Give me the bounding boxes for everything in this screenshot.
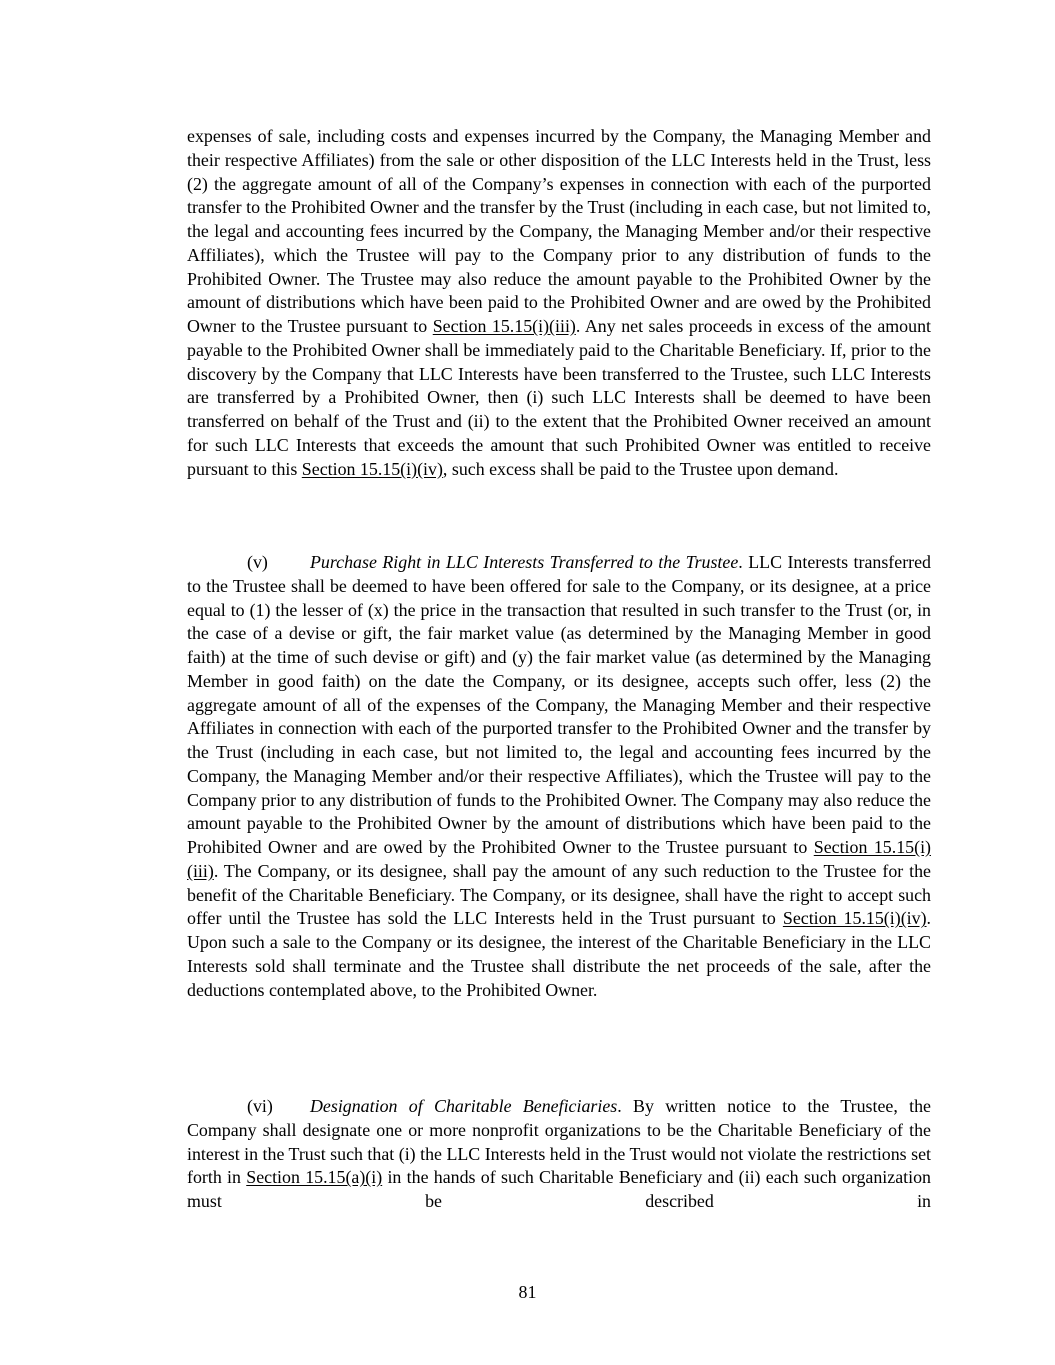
paragraph-text-segment: expenses of sale, including costs and expenses incurred by the Company, the Managing Member and their respective Affiliates) from the sale or other disposition of the LLC Interests held in the Trust, less (2) the aggregate amount of all of the Company’s expenses in connection with each of the purported transfer to the Prohibited Owner and the transfer by the Trust (including in each case, but not limited to, the legal and accounting fees incurred by the Company, the Managing Member and/or their respective Affiliates), which the Trustee will pay to the Company prior to any distribution of funds to the Prohibited Owner. The Trustee may also reduce the amount payable to the Prohibited Owner by the amount of distributions which have been paid to the Prohibited Owner and are owed by the Prohibited Owner to the Trustee pursuant to (187, 126, 931, 336)
paragraph-text-segment: . By written notice to the Trustee, the Company shall designate one or more nonprofit organizations to be the Charitable Beneficiary of the interest in the Trust such that (i) the LLC Interests held in the Trust would not violate the restrictions set forth in (187, 1096, 931, 1188)
clause-label: (v) (247, 552, 268, 572)
paragraph-text-segment: , such excess shall be paid to the Trustee upon demand. (442, 458, 839, 479)
clause-label: (vi) (247, 1096, 273, 1116)
paragraph-purchase-right (187, 551, 931, 1002)
paragraph-text-segment: . LLC Interests transferred to the Trustee shall be deemed to have been offered for sale to the Company, or its designee, at a price equal to (1) the lesser of (x) the price in the transaction that resulted in such transfer to the Trust (or, in the case of a devise or gift, the fair market value (as determined by the Managing Member in good faith) at the time of such devise or gift) and (y) the fair market value (as determined by the Managing Member in good faith) on the date the Company, or its designee, accepts such offer, less (2) the aggregate amount of all of the expenses of the Company, the Managing Member and their respective Affiliates in connection with each of the purported transfer to the Prohibited Owner and the transfer by the Trust (including in each case, but not limited to, the legal and accounting fees incurred by the Company, the Managing Member and/or their respective Affiliates), which the Trustee will pay to the Company prior to any distribution of funds to the Prohibited Owner. The Company may also reduce the amount payable to the Prohibited Owner by the amount of distributions which have been paid to the Prohibited Owner and are owed by the Prohibited Owner to the Trustee pursuant to (187, 552, 932, 857)
clause-heading: Purchase Right in LLC Interests Transferred to the Trustee (310, 552, 739, 572)
paragraph-text-segment: . The Company, or its designee, shall pay the amount of any such reduction to the Trustee for the benefit of the Charitable Beneficiary. The Company, or its designee, shall have the right to accept such offer until the Trustee has sold the LLC Interests held in the Trust pursuant to (187, 860, 931, 929)
paragraph-text (187, 125, 931, 481)
section-reference: Section 15.15(i)(iv) (301, 458, 443, 479)
paragraph-text (187, 1095, 931, 1214)
paragraph-text (187, 551, 931, 1002)
paragraph-designation (187, 1095, 931, 1214)
section-reference: Section 15.15(i)(iii) (187, 837, 931, 881)
section-reference: Section 15.15(i)(iv) (782, 908, 927, 929)
paragraph-continuation (187, 125, 931, 481)
clause-heading: Designation of Charitable Beneficiaries (310, 1096, 618, 1116)
paragraph-text-segment: . Upon such a sale to the Company or its designee, the interest of the Charitable Beneficiary in the LLC Interests sold shall terminate and the Trustee shall distribute the net proceeds of the sale, after the deductions contemplated above, to the Prohibited Owner. (187, 908, 932, 1000)
page-number: 81 (518, 1282, 537, 1302)
section-reference: Section 15.15(a)(i) (246, 1167, 383, 1188)
section-reference: Section 15.15(i)(iii) (432, 316, 576, 336)
paragraph-text-segment: in the hands of such Charitable Beneficiary and (ii) each such organization must be described in (187, 1167, 931, 1211)
paragraph-text-segment: . Any net sales proceeds in excess of the amount payable to the Prohibited Owner shall be immediately paid to the Charitable Beneficiary. If, prior to the discovery by the Company that LLC Interests have been transferred to the Trustee, such LLC Interests are transferred by a Prohibited Owner, then (i) such LLC Interests shall be deemed to have been transferred on behalf of the Trust and (ii) to the extent that the Prohibited Owner received an amount for such LLC Interests that exceeds the amount that such Prohibited Owner was entitled to receive pursuant to this (187, 316, 931, 479)
